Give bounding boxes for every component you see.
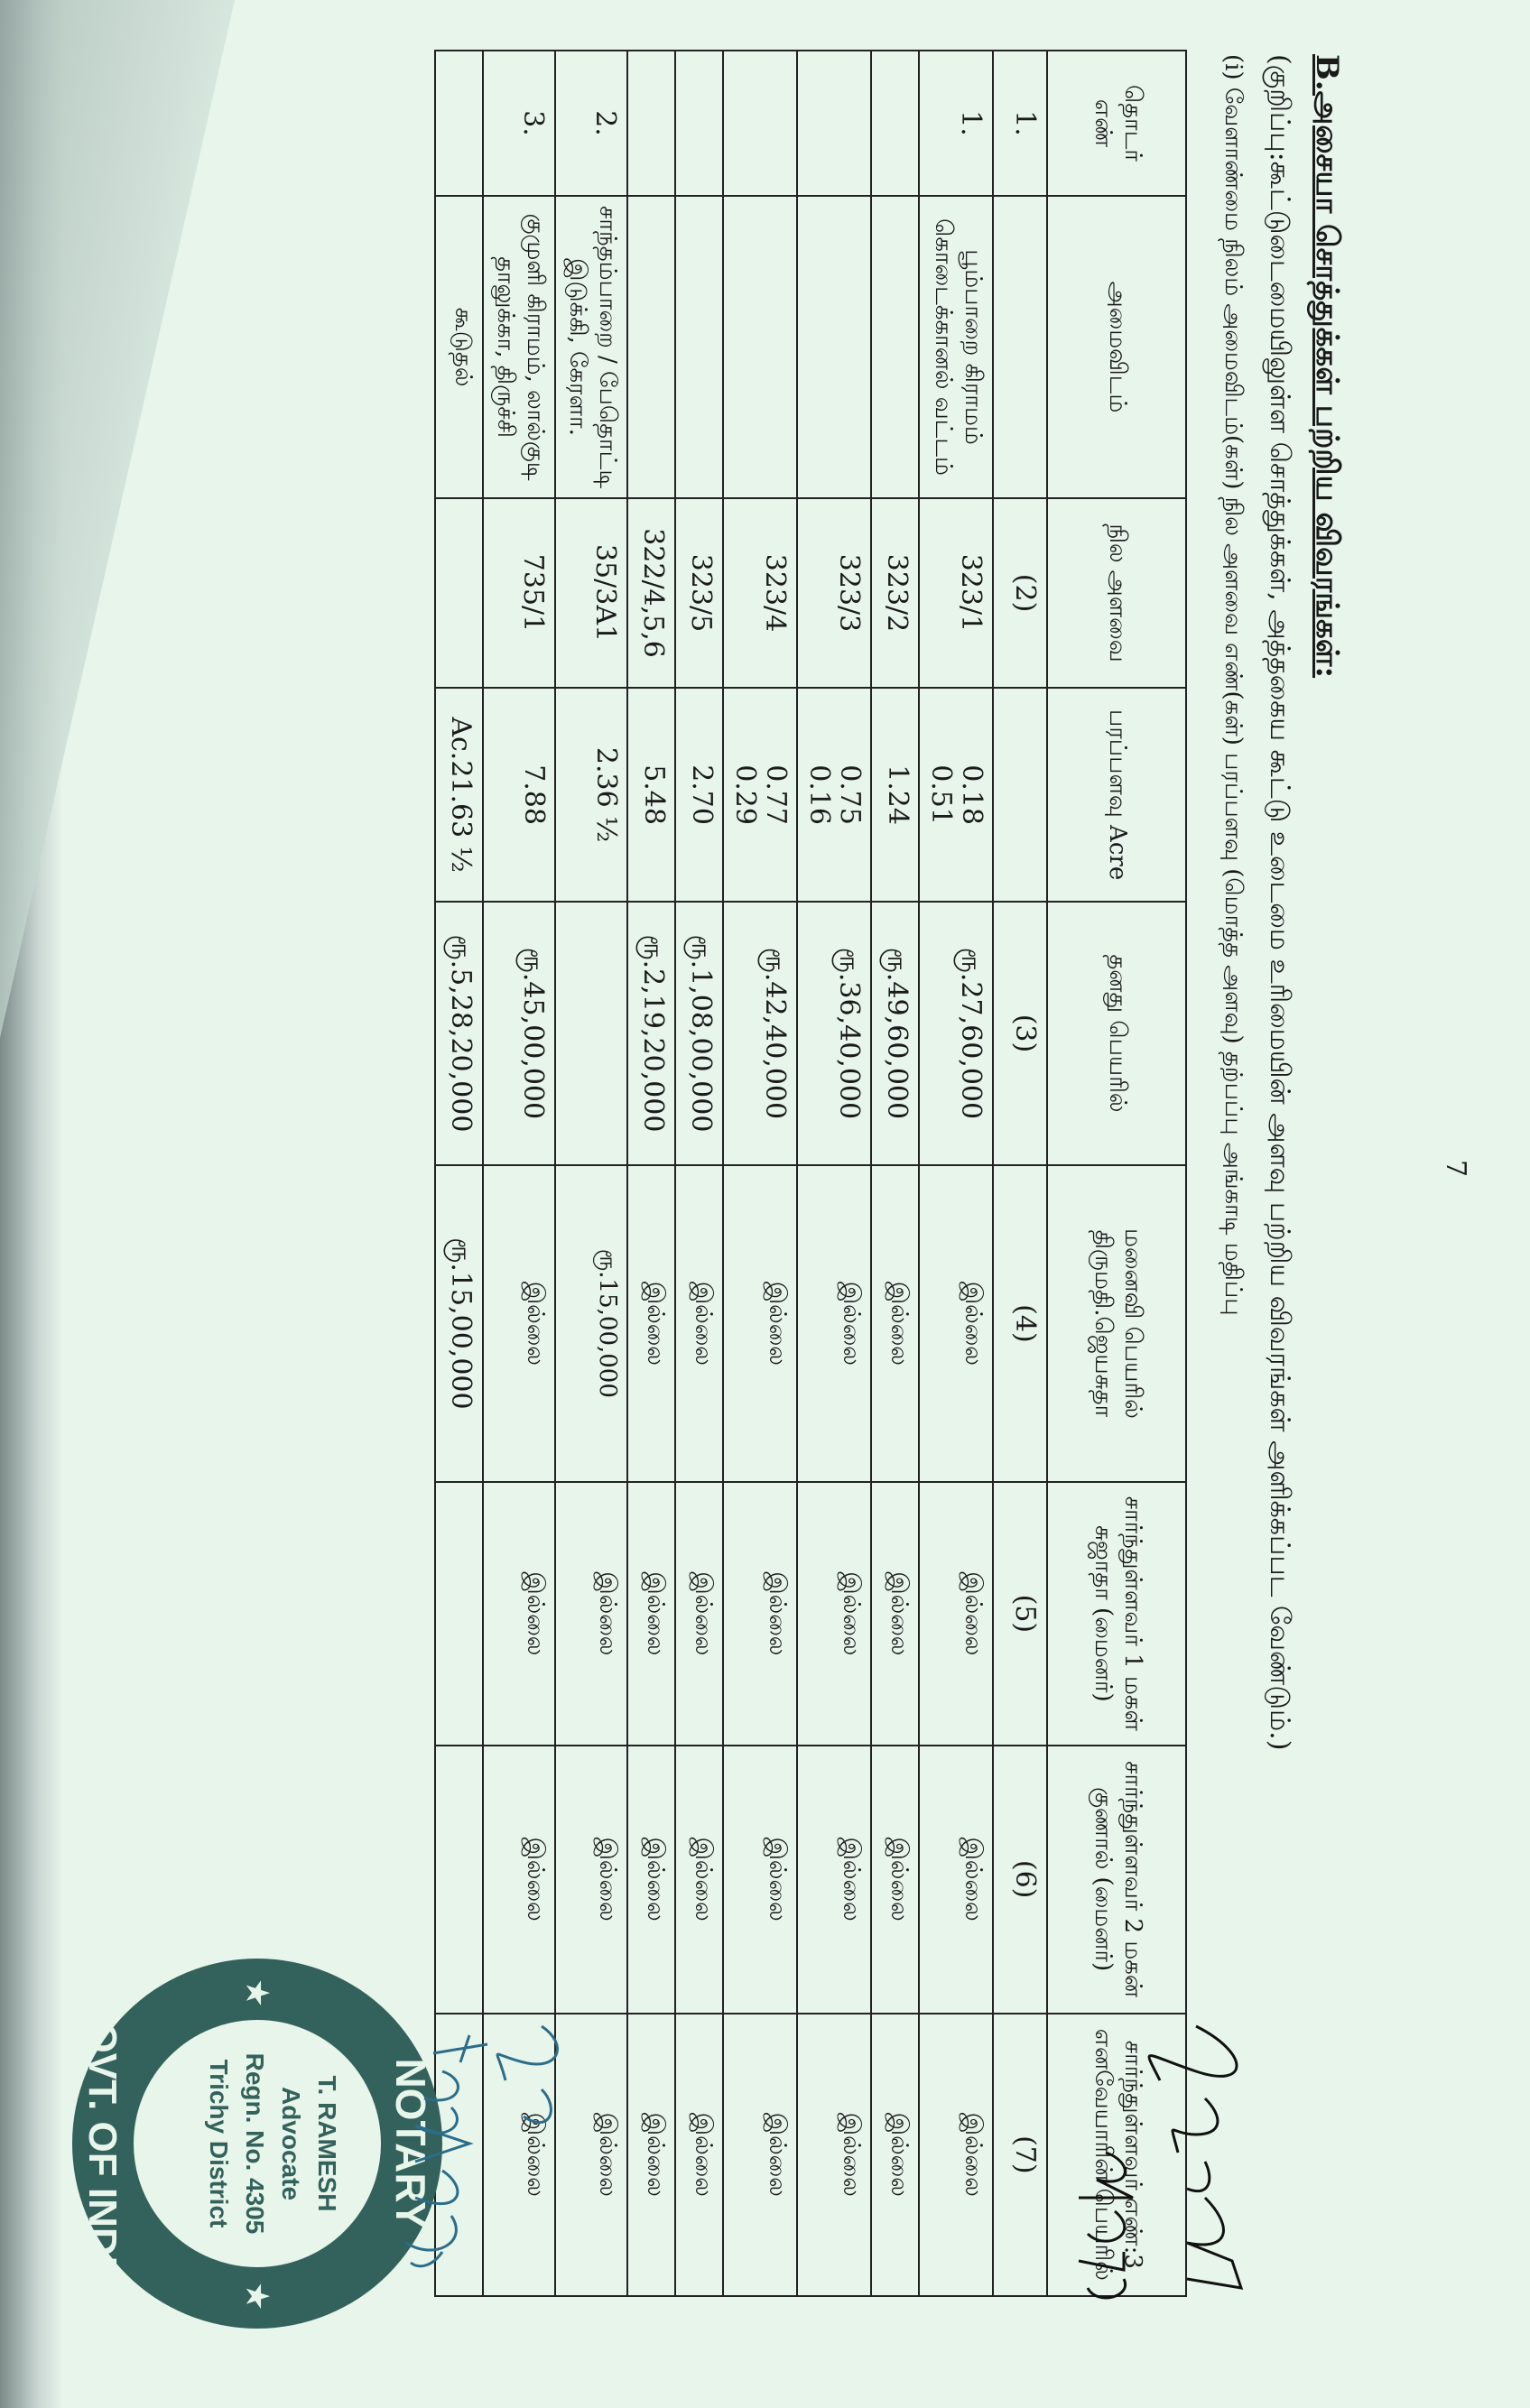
header-dependent-2: சார்ந்துள்ளவர் 2 மகன் குணால் (மைனர்) <box>1047 1746 1186 2014</box>
signature-declarant <box>1052 2017 1259 2315</box>
header-dependent-1: சார்ந்துள்ளவர் 1 மகள் சுஜாதா (மைனர்) <box>1047 1482 1186 1746</box>
num-cell <box>993 196 1047 498</box>
dependent-1-cell: இல்லை <box>483 1482 555 1746</box>
dependent-3-cell: இல்லை <box>919 2014 993 2296</box>
area-cell <box>627 688 675 902</box>
table-row <box>919 51 993 2296</box>
self-cell: ரூ.2,19,20,000 <box>627 902 675 1165</box>
self-cell: ரூ.45,00,000 <box>483 902 555 1165</box>
serial-cell <box>723 51 797 196</box>
area-cell <box>919 688 993 902</box>
area-value: 1.24 <box>882 764 913 825</box>
dependent-3-cell: இல்லை <box>555 2014 627 2296</box>
dependent-2-cell: இல்லை <box>871 1746 919 2014</box>
total-survey <box>435 498 483 688</box>
area-value: 7.88 <box>518 764 550 825</box>
stamp-name: T. RAMESH <box>313 2075 341 2212</box>
total-serial <box>435 51 483 196</box>
section-heading: B.அசையா சொத்துக்கள் பற்றிய விவரங்கள்: <box>1309 54 1345 679</box>
total-d2 <box>435 1746 483 2014</box>
wife-cell: இல்லை <box>675 1165 723 1482</box>
self-cell: ரூ.36,40,000 <box>797 902 871 1165</box>
location-cell <box>675 196 723 498</box>
total-area: Ac.21.63 ½ <box>435 688 483 902</box>
star-icon: ★ <box>238 1978 275 2008</box>
wife-cell: இல்லை <box>919 1165 993 1482</box>
serial-cell: 2. <box>555 51 627 196</box>
serial-cell <box>675 51 723 196</box>
area-value: 0.77 <box>760 764 792 825</box>
section-note: (குறிப்பு:கூட்டுடைமையிலுள்ள சொத்துக்கள், அத்தகைய கூட்டு உடைமை உரிமையின் அளவு பற்றிய விவரங்கள் அளிக்கப்பட வேண்டும்.) <box>1264 54 1295 1751</box>
numbering-row <box>993 51 1047 2296</box>
header-row <box>1047 51 1186 2296</box>
num-cell: (3) <box>993 902 1047 1165</box>
self-cell: ரூ.1,08,00,000 <box>675 902 723 1165</box>
page-number: 7 <box>1440 1160 1471 1178</box>
sub-heading: (i) வேளாண்மை நிலம் அமைவிடம்(கள்) நில அளவை எண்(கள்) பரப்பளவு (மொத்த அளவு) தற்பப்பு அங்காடி மதிப்பு <box>1219 54 1247 1316</box>
stamp-top-text: NOTARY <box>387 2058 434 2229</box>
self-cell: ரூ.27,60,000 <box>919 902 993 1165</box>
area-cell <box>555 688 627 902</box>
area-cell <box>483 688 555 902</box>
survey-cell: 323/5 <box>675 498 723 688</box>
stamp-title: Advocate <box>277 2086 305 2201</box>
dependent-1-cell: இல்லை <box>675 1482 723 1746</box>
dependent-2-cell: இல்லை <box>627 1746 675 2014</box>
dependent-3-cell: இல்லை <box>483 2014 555 2296</box>
dependent-2-cell: இல்லை <box>919 1746 993 2014</box>
num-cell: 1. <box>993 51 1047 196</box>
dependent-2-cell: இல்லை <box>555 1746 627 2014</box>
dependent-3-cell: இல்லை <box>675 2014 723 2296</box>
serial-cell <box>871 51 919 196</box>
dependent-3-cell: இல்லை <box>723 2014 797 2296</box>
stamp-regn: Regn. No. 4305 <box>241 2052 269 2235</box>
wife-cell: இல்லை <box>797 1165 871 1482</box>
stamp-district: Trichy District <box>205 2059 233 2228</box>
dependent-1-cell: இல்லை <box>919 1482 993 1746</box>
survey-cell: 735/1 <box>483 498 555 688</box>
self-cell <box>555 902 627 1165</box>
header-serial: தொடர் எண் <box>1047 51 1186 196</box>
header-survey: நில அளவை <box>1047 498 1186 688</box>
wife-cell: இல்லை <box>483 1165 555 1482</box>
area-value: 2.36 ½ <box>590 746 622 843</box>
location-cell: பூம்பாறை கிராமம் கொடைக்கானல் வட்டம் <box>919 196 993 498</box>
star-icon: ★ <box>238 2282 275 2311</box>
num-cell: (2) <box>993 498 1047 688</box>
table-row <box>723 51 797 2296</box>
table-row <box>871 51 919 2296</box>
stamp-bottom-text: GOVT. OF INDIA <box>80 1991 125 2296</box>
dependent-2-cell: இல்லை <box>723 1746 797 2014</box>
num-cell: (5) <box>993 1482 1047 1746</box>
dependent-1-cell: இல்லை <box>627 1482 675 1746</box>
header-location: அமைவிடம் <box>1047 196 1186 498</box>
dependent-2-cell: இல்லை <box>797 1746 871 2014</box>
wife-cell: இல்லை <box>627 1165 675 1482</box>
wife-cell: இல்லை <box>723 1165 797 1482</box>
area-value: 0.75 <box>834 764 866 825</box>
header-wife: மனைவி பெயரில் திருமதி.ஜெயசுதா <box>1047 1165 1186 1482</box>
dependent-1-cell: இல்லை <box>797 1482 871 1746</box>
dependent-3-cell: இல்லை <box>797 2014 871 2296</box>
asset-table <box>434 50 1187 2297</box>
area-cell <box>675 688 723 902</box>
dependent-3-cell: இல்லை <box>627 2014 675 2296</box>
area-value: 0.51 <box>925 764 957 825</box>
total-label: கூடுதல் <box>435 196 483 498</box>
dependent-2-cell: இல்லை <box>675 1746 723 2014</box>
location-cell <box>797 196 871 498</box>
header-dependent-3: சார்ந்துள்ளவர் எண்:3 எனவேயாரின் பெயரில் <box>1047 2014 1186 2296</box>
area-value: 0.18 <box>956 764 988 825</box>
area-cell <box>871 688 919 902</box>
header-self: தனது பெயரில் <box>1047 902 1186 1165</box>
serial-cell <box>797 51 871 196</box>
survey-cell: 323/2 <box>871 498 919 688</box>
self-cell: ரூ.42,40,000 <box>723 902 797 1165</box>
survey-cell: 323/1 <box>919 498 993 688</box>
table-row <box>627 51 675 2296</box>
num-cell: (4) <box>993 1165 1047 1482</box>
area-value: 5.48 <box>638 764 670 825</box>
serial-cell <box>627 51 675 196</box>
total-row <box>435 51 483 2296</box>
location-cell: குமுளி கிராமம், லால்குடி தாலுக்கா, திருச்சி <box>483 196 555 498</box>
location-cell <box>871 196 919 498</box>
survey-cell: 323/3 <box>797 498 871 688</box>
serial-cell: 3. <box>483 51 555 196</box>
wife-cell: இல்லை <box>871 1165 919 1482</box>
survey-cell: 322/4,5,6 <box>627 498 675 688</box>
num-cell: (6) <box>993 1746 1047 2014</box>
total-wife: ரூ.15,00,000 <box>435 1165 483 1482</box>
location-cell: சாந்தம்பாறை / பேதொட்டி இடுக்கி, கேரளா. <box>555 196 627 498</box>
dependent-1-cell: இல்லை <box>555 1482 627 1746</box>
area-value: 0.29 <box>729 764 761 825</box>
dependent-2-cell: இல்லை <box>483 1746 555 2014</box>
table-row <box>797 51 871 2296</box>
area-value: 0.16 <box>803 764 835 825</box>
area-cell <box>723 688 797 902</box>
total-self: ரூ.5,28,20,000 <box>435 902 483 1165</box>
num-cell: (7) <box>993 2014 1047 2296</box>
survey-cell: 35/3A1 <box>555 498 627 688</box>
table-row <box>675 51 723 2296</box>
serial-cell: 1. <box>919 51 993 196</box>
num-cell <box>993 688 1047 902</box>
table-row <box>483 51 555 2296</box>
area-cell <box>797 688 871 902</box>
survey-cell: 323/4 <box>723 498 797 688</box>
signature-notary <box>343 2008 578 2279</box>
area-value: 2.70 <box>686 764 718 825</box>
self-cell: ரூ.49,60,000 <box>871 902 919 1165</box>
location-cell <box>627 196 675 498</box>
total-d1 <box>435 1482 483 1746</box>
table-row <box>555 51 627 2296</box>
dependent-3-cell: இல்லை <box>871 2014 919 2296</box>
dependent-1-cell: இல்லை <box>871 1482 919 1746</box>
wife-cell: ரூ.15,00,000 <box>555 1165 627 1482</box>
header-area: பரப்பளவு Acre <box>1047 688 1186 902</box>
location-cell <box>723 196 797 498</box>
dependent-1-cell: இல்லை <box>723 1482 797 1746</box>
